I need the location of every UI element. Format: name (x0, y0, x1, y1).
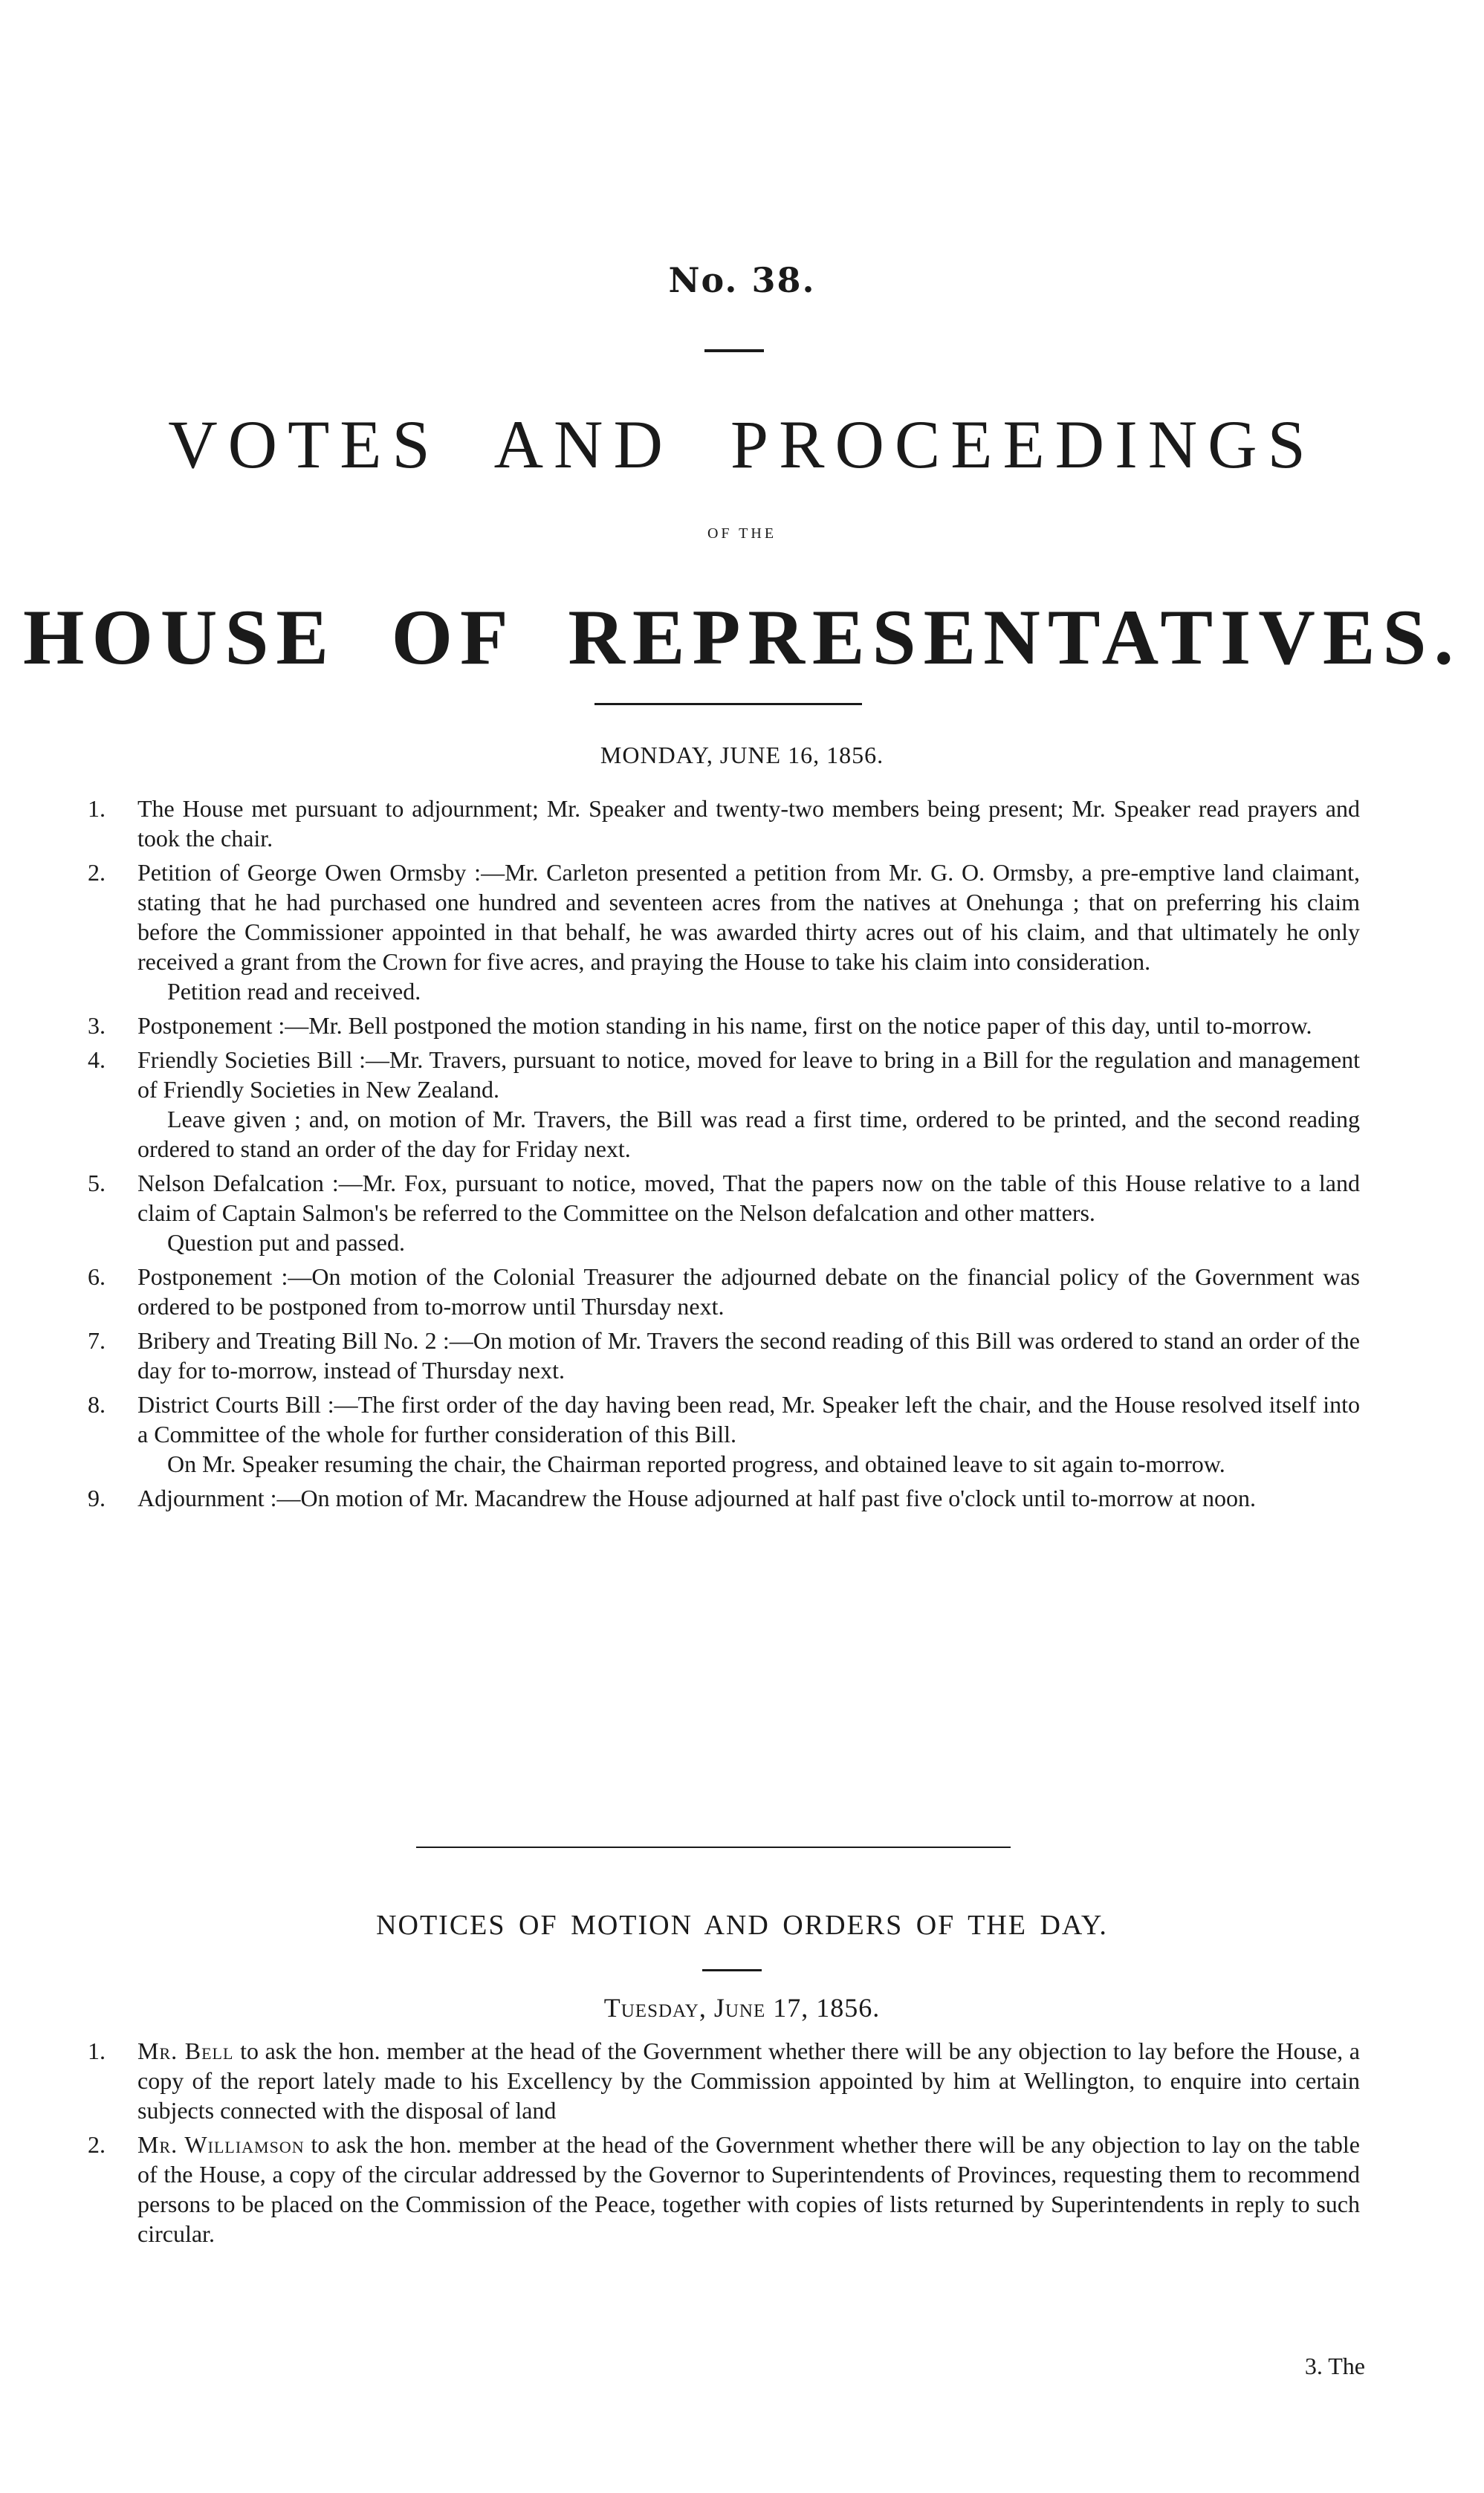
proceedings-list (82, 794, 1360, 1517)
proceedings-item (82, 794, 1360, 853)
item-number: 8. (88, 1391, 106, 1418)
item-subtext: Petition read and received. (167, 978, 421, 1005)
proceedings-item (82, 1483, 1360, 1513)
item-number: 1. (88, 795, 106, 822)
proceedings-item (82, 1011, 1360, 1040)
item-number: 1. (88, 2037, 106, 2064)
item-number: 4. (88, 1046, 106, 1073)
proceedings-item (82, 1390, 1360, 1479)
item-text: Adjournment :—On motion of Mr. Macandrew the House adjourned at half past five o'clock until to-morrow at noon. (137, 1485, 1256, 1511)
title-votes-and-proceedings: VOTES AND PROCEEDINGS (168, 406, 1316, 482)
short-rule-top (704, 349, 764, 352)
proceedings-item (82, 1168, 1360, 1257)
title-rule (594, 703, 862, 705)
item-text: Petition of George Owen Ormsby :—Mr. Carleton presented a petition from Mr. G. O. Ormsby, a pre-emptive land claimant, stating that he had purchased one hundred and seventeen acres from the natives at Onehunga ; that on preferring his claim before the Commissioner appointed in that behalf, he was awarded thirty acres out of his claim, and that ultimately he only received a grant from the Crown for five acres, and praying the House to take his claim into consideration. (137, 859, 1360, 975)
item-number: 9. (88, 1485, 106, 1511)
notice-text: to ask the hon. member at the head of the Government whether there will be any objection to lay before the House, a copy of the report lately made to his Excellency by the Commission appointed by him at Wellington, to enquire into certain subjects connected with the disposal of land (137, 2037, 1360, 2124)
notice-item (82, 2036, 1360, 2125)
item-text: Postponement :—On motion of the Colonial Treasurer the adjourned debate on the financial policy of the Government was ordered to be postponed from to-morrow until Thursday next. (137, 1263, 1360, 1320)
notice-text: to ask the hon. member at the head of the Government whether there will be any objection to lay on the table of the House, a copy of the circular addressed by the Governor to Superintendents of Provinces, requesting them to recommend persons to be placed on the Commission of the Peace, together with copies of lists returned by Superintendents in reply to such circular. (137, 2131, 1361, 2247)
item-text: District Courts Bill :—The first order of the day having been read, Mr. Speaker left the chair, and the House resolved itself into a Committee of the whole for further consideration of this Bill. (137, 1391, 1360, 1448)
member-name: Mr. Williamson (137, 2131, 305, 2158)
member-name: Mr. Bell (137, 2037, 234, 2064)
item-text: Postponement :—Mr. Bell postponed the motion standing in his name, first on the notice paper of this day, until to-morrow. (137, 1012, 1312, 1039)
item-text: Bribery and Treating Bill No. 2 :—On motion of Mr. Travers the second reading of this Bill was ordered to stand an order of the day for to-morrow, instead of Thursday next. (137, 1327, 1360, 1384)
proceedings-item (82, 1326, 1360, 1385)
short-rule-notices (702, 1969, 762, 1971)
item-number: 3. (88, 1012, 106, 1039)
proceedings-item (82, 1045, 1360, 1164)
item-text: Friendly Societies Bill :—Mr. Travers, pursuant to notice, moved for leave to bring in a Bill for the regulation and management of Friendly Societies in New Zealand. (137, 1046, 1360, 1103)
item-text (137, 2036, 1360, 2125)
item-number: 7. (88, 1327, 106, 1354)
title-house-of-representatives: HOUSE OF REPRESENTATIVES. (23, 594, 1461, 681)
proceedings-item (82, 858, 1360, 1006)
notice-item (82, 2130, 1360, 2249)
notices-title: NOTICES OF MOTION AND ORDERS OF THE DAY. (376, 1910, 1108, 1941)
item-number: 2. (88, 859, 106, 886)
item-number: 6. (88, 1263, 106, 1290)
item-subtext: On Mr. Speaker resuming the chair, the Chairman reported progress, and obtained leave to sit again to-morrow. (167, 1450, 1225, 1477)
notices-list (82, 2036, 1360, 2253)
paper-number: No. 38. (668, 260, 816, 300)
item-number: 2. (88, 2131, 106, 2158)
title-of-the: OF THE (707, 525, 777, 542)
proceedings-item (82, 1262, 1360, 1321)
item-text: Nelson Defalcation :—Mr. Fox, pursuant to notice, moved, That the papers now on the table of this House relative to a land claim of Captain Salmon's be referred to the Committee on the Nelson defalcation and other matters. (137, 1170, 1360, 1226)
notices-date: Tuesday, June 17, 1856. (603, 1993, 881, 2023)
item-number: 5. (88, 1170, 106, 1196)
item-subtext: Leave given ; and, on motion of Mr. Travers, the Bill was read a first time, ordered to be printed, and the second reading ordered to stand an order of the day for Friday next. (137, 1106, 1360, 1162)
proceedings-date: MONDAY, JUNE 16, 1856. (600, 742, 884, 768)
item-subtext: Question put and passed. (167, 1229, 405, 1256)
section-divider (416, 1847, 1011, 1848)
catchword: 3. The (1304, 2353, 1365, 2379)
item-text (137, 2130, 1360, 2249)
item-text: The House met pursuant to adjournment; Mr. Speaker and twenty-two members being present; Mr. Speaker read prayers and took the chair. (137, 795, 1360, 852)
